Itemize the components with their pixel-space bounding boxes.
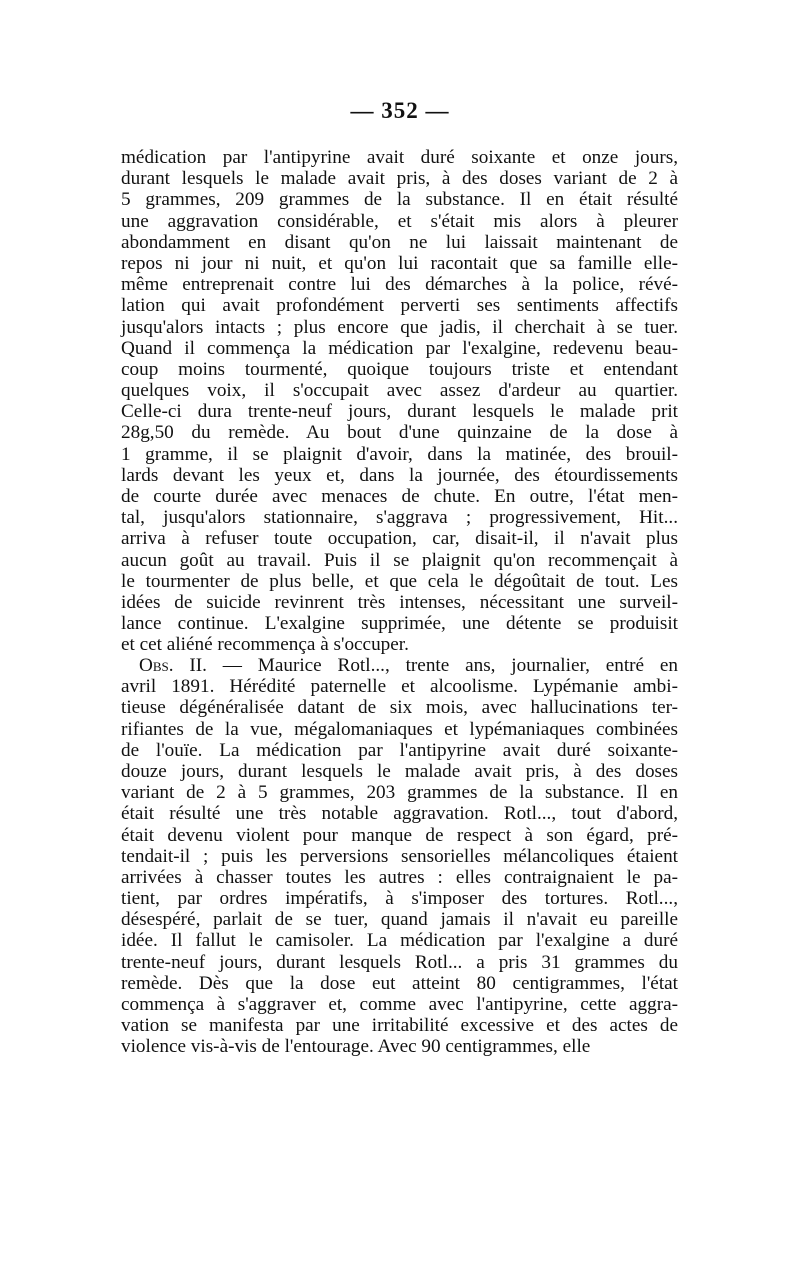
text-line: même entreprenait contre lui des démarches à la police, révé- — [121, 274, 678, 296]
text-line: jusqu'alors intacts ; plus encore que jadis, il cherchait à se tuer. — [121, 316, 678, 338]
text-line: idée. Il fallut le camisoler. La médication par l'exalgine a duré — [121, 930, 678, 952]
paragraph-2 — [121, 655, 678, 1058]
text-line: tient, par ordres impératifs, à s'imposer des tortures. Rotl..., — [121, 888, 678, 910]
text-line: lards devant les yeux et, dans la journée, des étourdissements — [121, 464, 678, 486]
text-line: lance continue. L'exalgine supprimée, une détente se produisit — [121, 613, 678, 635]
text-line: désespéré, parlait de se tuer, quand jamais il n'avait eu pareille — [121, 909, 678, 931]
text-line: de l'ouïe. La médication par l'antipyrine avait duré soixante- — [121, 739, 678, 761]
text-line: une aggravation considérable, et s'était mis alors à pleurer — [121, 210, 678, 232]
text-line: remède. Dès que la dose eut atteint 80 centigrammes, l'état — [121, 972, 678, 994]
text-line: lation qui avait profondément perverti ses sentiments affectifs — [121, 295, 678, 317]
text-line: abondamment en disant qu'on ne lui laissait maintenant de — [121, 231, 678, 253]
page-number: — 352 — — [350, 98, 450, 123]
text-line: durant lesquels le malade avait pris, à des doses variant de 2 à — [121, 168, 678, 190]
text-line: repos ni jour ni nuit, et qu'on lui racontait que sa famille elle- — [121, 252, 678, 274]
text-line: aucun goût au travail. Puis il se plaignit qu'on recommençait à — [121, 549, 678, 571]
text-line: avril 1891. Hérédité paternelle et alcoolisme. Lypémanie ambi- — [121, 676, 678, 698]
text-line: était résulté une très notable aggravation. Rotl..., tout d'abord, — [121, 803, 678, 825]
text-line — [121, 655, 678, 676]
text-line: idées de suicide revinrent très intenses, nécessitant une surveil- — [121, 591, 678, 613]
text-line: coup moins tourmenté, quoique toujours triste et entendant — [121, 358, 678, 380]
text-line: Quand il commença la médication par l'exalgine, redevenu beau- — [121, 337, 678, 359]
text-line: Celle-ci dura trente-neuf jours, durant lesquels le malade prit — [121, 401, 678, 423]
text-line: tal, jusqu'alors stationnaire, s'aggrava ; progressivement, Hit... — [121, 507, 678, 529]
text-line: était devenu violent pour manque de respect à son égard, pré- — [121, 824, 678, 846]
text-line: 1 gramme, il se plaignit d'avoir, dans la matinée, des brouil- — [121, 443, 678, 465]
text-line: médication par l'antipyrine avait duré soixante et onze jours, — [121, 147, 678, 168]
text-line-content: — Maurice Rotl..., trente ans, journalier, entré en — [206, 655, 678, 676]
text-line: trente-neuf jours, durant lesquels Rotl... a pris 31 grammes du — [121, 951, 678, 973]
text-line: et cet aliéné recommença à s'occuper. — [121, 634, 409, 656]
text-line: variant de 2 à 5 grammes, 203 grammes de la substance. Il en — [121, 782, 678, 804]
text-line: commença à s'aggraver et, comme avec l'antipyrine, cette aggra- — [121, 994, 678, 1015]
paragraph-1 — [121, 147, 678, 656]
text-line: 5 grammes, 209 grammes de la substance. Il en était résulté — [121, 189, 678, 211]
text-line: le tourmenter de plus belle, et que cela le dégoûtait de tout. Les — [121, 570, 678, 592]
text-line: douze jours, durant lesquels le malade avait pris, à des doses — [121, 760, 678, 782]
text-line: arriva à refuser toute occupation, car, disait-il, il n'avait plus — [121, 528, 678, 550]
text-line: tendait-il ; puis les perversions sensorielles mélancoliques étaient — [121, 845, 678, 867]
text-line: violence vis-à-vis de l'entourage. Avec 90 centigrammes, elle — [121, 1036, 591, 1058]
text-line: de courte durée avec menaces de chute. En outre, l'état men- — [121, 486, 678, 507]
text-line: rifiantes de la vue, mégalomaniaques et lypémaniaques combinées — [121, 718, 678, 740]
text-line: vation se manifesta par une irritabilité excessive et des actes de — [121, 1015, 678, 1037]
text-line: 28g,50 du remède. Au bout d'une quinzaine de la dose à — [121, 422, 678, 444]
text-line: arrivées à chasser toutes les autres : elles contraignaient le pa- — [121, 866, 678, 888]
text-line: quelques voix, il s'occupait avec assez d'ardeur au quartier. — [121, 380, 678, 402]
text-line: tieuse dégénéralisée datant de six mois, avec hallucinations ter- — [121, 697, 678, 719]
observation-label: Obs. II. — [139, 655, 207, 676]
